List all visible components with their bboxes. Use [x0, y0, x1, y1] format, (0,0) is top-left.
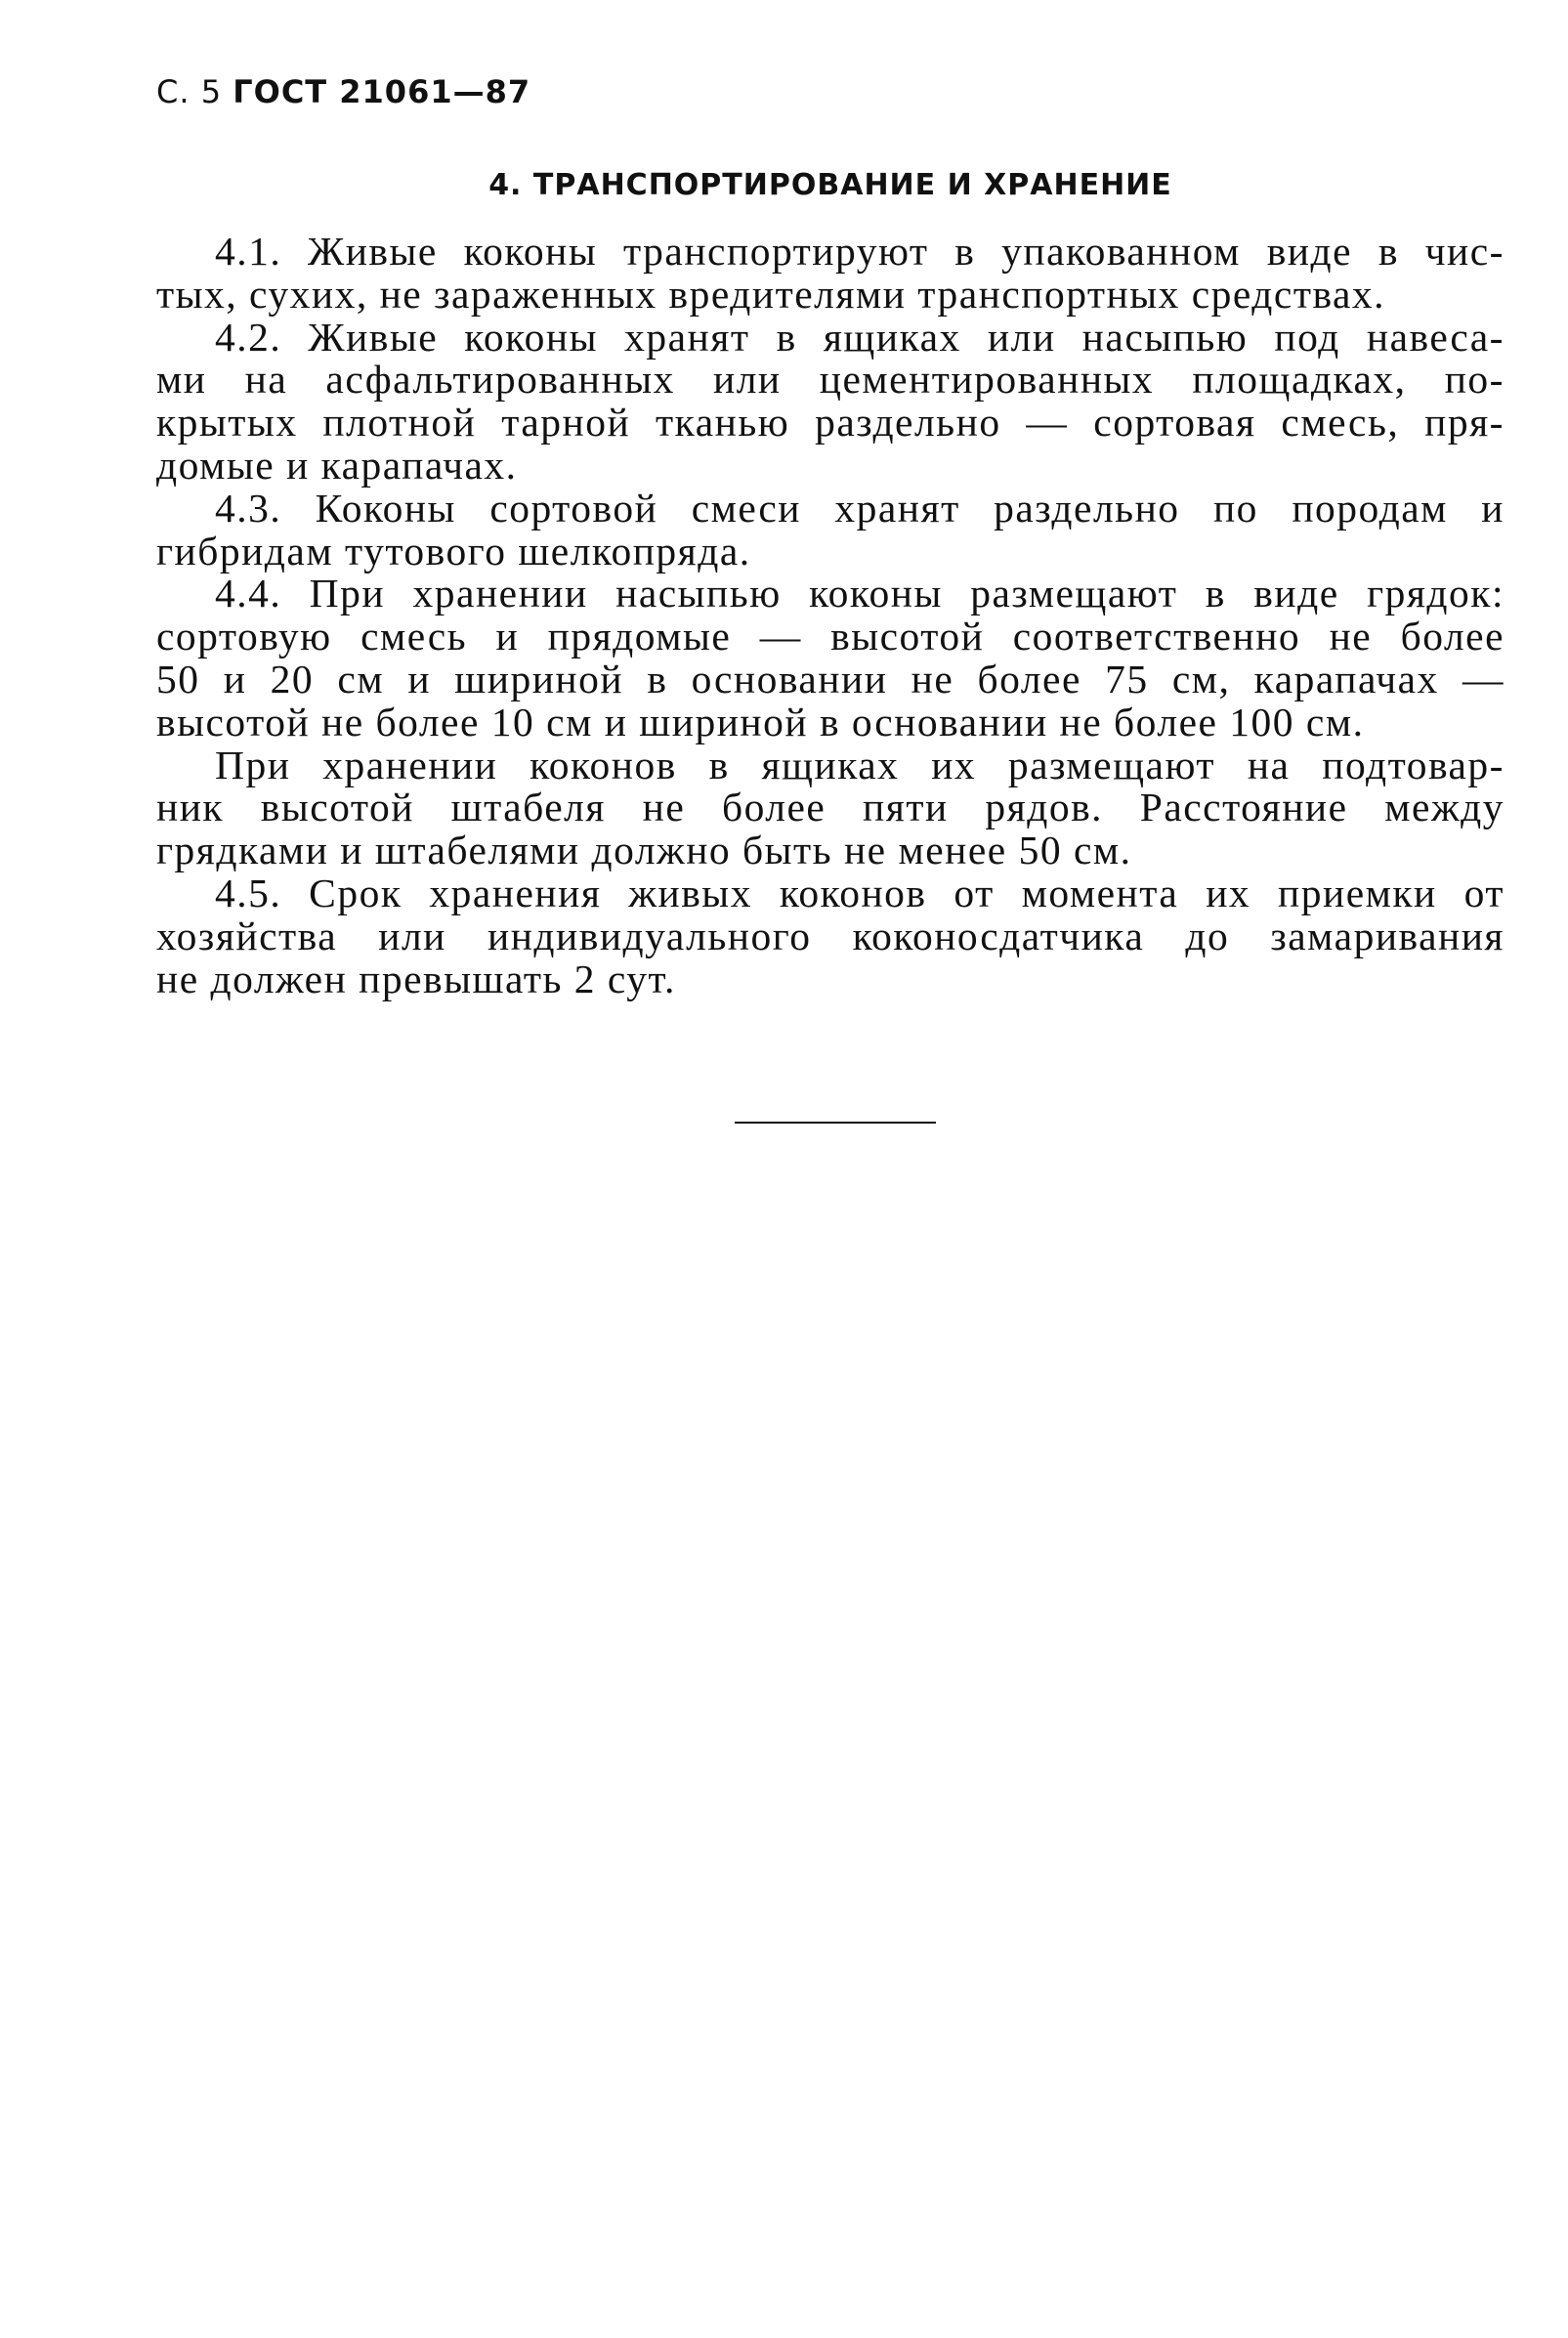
standard-number: ГОСТ 21061—87: [233, 73, 531, 110]
text-line: тых, сухих, не зараженных вредителями транспортных средствах.: [156, 271, 1386, 317]
text-line: гибридам тутового шелкопряда.: [156, 528, 751, 574]
text-line: грядками и штабелями должно быть не менее 50 см.: [156, 828, 1132, 873]
text-line: 4.4. При хранении насыпью коконы размещают в виде грядок:: [215, 571, 1504, 616]
section-body: [156, 231, 1504, 1000]
text-line: домые и карапачах.: [156, 442, 518, 488]
text-line: хозяйства или индивидуального коконосдатчика до замаривания: [156, 913, 1504, 958]
text-line: ник высотой штабеля не более пяти рядов. Расстояние между: [156, 785, 1504, 830]
text-line: 4.5. Срок хранения живых коконов от момента их приемки от: [215, 870, 1504, 915]
text-line: 4.1. Живые коконы транспортируют в упакованном виде в чис-: [215, 229, 1504, 274]
page-number: С. 5: [156, 73, 223, 110]
section-title: 4. ТРАНСПОРТИРОВАНИЕ И ХРАНЕНИЕ: [488, 168, 1172, 202]
text-line: 4.2. Живые коконы хранят в ящиках или насыпью под навеса-: [215, 314, 1504, 360]
text-line: не должен превышать 2 сут.: [156, 956, 676, 1001]
text-line: высотой не более 10 см и шириной в основании не более 100 см.: [156, 699, 1365, 744]
text-line: ми на асфальтированных или цементированных площадках, по-: [156, 357, 1504, 403]
running-header: [156, 70, 530, 113]
text-line: При хранении коконов в ящиках их размещают на подтовар-: [215, 742, 1504, 787]
text-line: 50 и 20 см и шириной в основании не более 75 см, карапачах —: [156, 656, 1504, 701]
end-of-section-rule: [735, 1122, 936, 1124]
text-line: сортовую смесь и прядомые — высотой соответственно не более: [156, 614, 1504, 659]
text-line: крытых плотной тарной тканью раздельно — сортовая смесь, пря-: [156, 400, 1504, 446]
text-line: 4.3. Коконы сортовой смеси хранят раздельно по породам и: [215, 485, 1504, 531]
